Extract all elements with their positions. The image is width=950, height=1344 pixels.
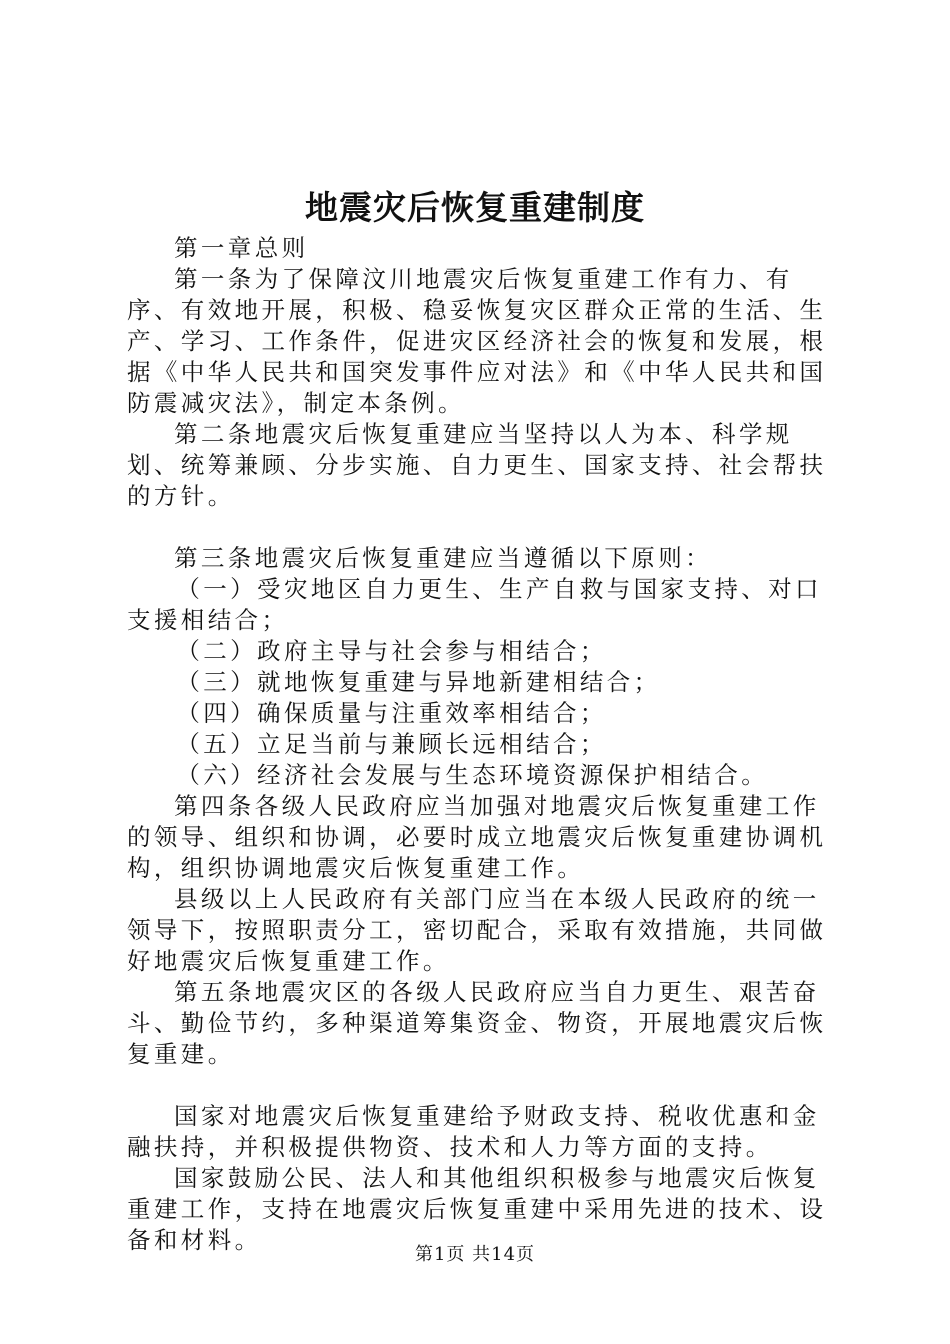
paragraph-article-1: 第一条为了保障汶川地震灾后恢复重建工作有力、有序、有效地开展，积极、稳妥恢复灾区群众正常的生活、生产、学习、工作条件，促进灾区经济社会的恢复和发展，根据《中华人民共和国突发事件应对法》和《中华人民共和国防震减灾法》，制定本条例。 xyxy=(127,265,827,417)
principle-item-1: （一）受灾地区自力更生、生产自救与国家支持、对口支援相结合； xyxy=(127,575,822,634)
page-number-footer: 第1页 共14页 xyxy=(414,1244,536,1265)
paragraph-article-2: 第二条地震灾后恢复重建应当坚持以人为本、科学规划、统筹兼顾、分步实施、自力更生、国家支持、社会帮扶的方针。 xyxy=(127,420,827,510)
principle-item-2: （二）政府主导与社会参与相结合； xyxy=(176,637,607,665)
paragraph-spacer xyxy=(127,512,837,543)
paragraph-article-3: 第三条地震灾后恢复重建应当遵循以下原则： xyxy=(174,544,712,572)
chapter-heading: 第一章总则 xyxy=(174,234,309,262)
paragraph-article-5-cont-2: 国家鼓励公民、法人和其他组织积极参与地震灾后恢复重建工作，支持在地震灾后恢复重建中采用先进的技术、设备和材料。 xyxy=(127,1164,827,1254)
document-body xyxy=(127,233,837,1256)
paragraph-article-5-cont-1: 国家对地震灾后恢复重建给予财政支持、税收优惠和金融扶持，并积极提供物资、技术和人力等方面的支持。 xyxy=(127,1102,820,1161)
paragraph-article-4-cont: 县级以上人民政府有关部门应当在本级人民政府的统一领导下，按照职责分工，密切配合，采取有效措施，共同做好地震灾后恢复重建工作。 xyxy=(127,885,827,975)
paragraph-article-4: 第四条各级人民政府应当加强对地震灾后恢复重建工作的领导、组织和协调，必要时成立地震灾后恢复重建协调机构，组织协调地震灾后恢复重建工作。 xyxy=(127,792,827,882)
principle-item-4: （四）确保质量与注重效率相结合； xyxy=(176,699,607,727)
document-title: 地震灾后恢复重建制度 xyxy=(305,188,645,227)
principle-item-5: （五）立足当前与兼顾长远相结合； xyxy=(176,730,607,758)
principle-item-6: （六）经济社会发展与生态环境资源保护相结合。 xyxy=(176,761,769,789)
paragraph-spacer xyxy=(127,1070,837,1101)
paragraph-article-5: 第五条地震灾区的各级人民政府应当自力更生、艰苦奋斗、勤俭节约，多种渠道筹集资金、物资，开展地震灾后恢复重建。 xyxy=(127,978,827,1068)
principle-item-3: （三）就地恢复重建与异地新建相结合； xyxy=(176,668,661,696)
